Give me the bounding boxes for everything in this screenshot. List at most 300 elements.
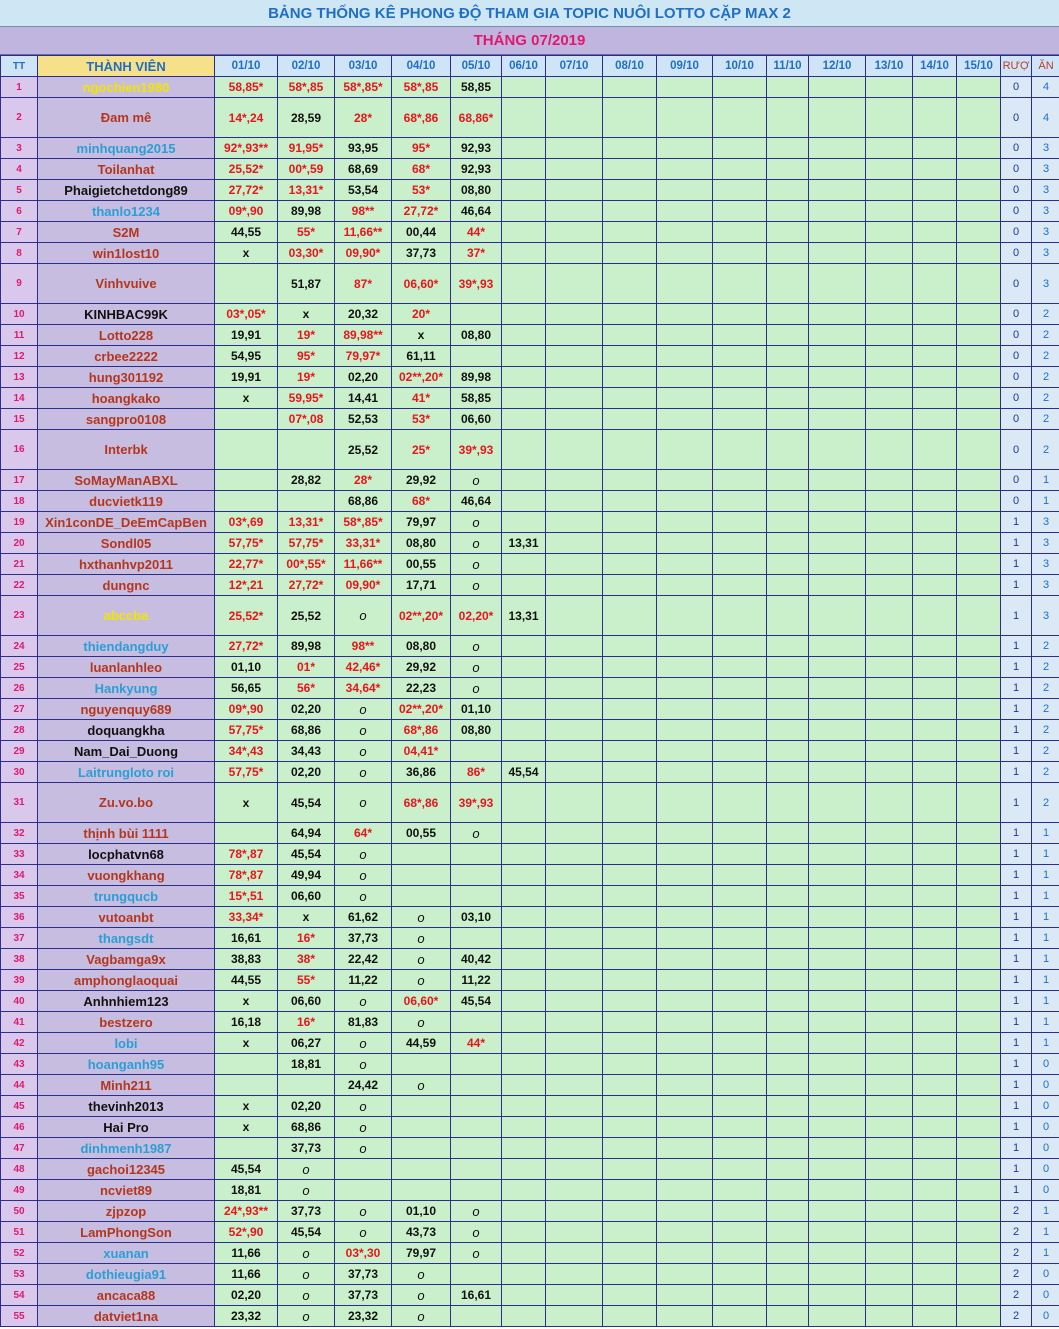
day-cell [866,1285,913,1306]
day-cell [913,844,957,865]
table-row [1,1222,1059,1243]
day-cell [657,409,713,430]
day-cell [546,844,603,865]
day-cell [866,1033,913,1054]
day-cell [215,1075,278,1096]
day-cell: 92,93 [451,159,502,180]
day-cell [957,533,1001,554]
row-number: 39 [1,970,38,991]
day-cell [502,636,546,657]
day-cell: 02**,20* [392,699,451,720]
member-name: trungqucb [38,886,215,907]
miss-count: 0 [1001,264,1032,304]
day-cell: 20* [392,304,451,325]
member-name: Hai Pro [38,1117,215,1138]
day-cell [713,304,767,325]
day-cell: 01,10 [392,1201,451,1222]
day-cell [767,243,809,264]
table-row [1,201,1059,222]
day-cell: 03,30* [278,243,335,264]
day-cell [713,430,767,470]
row-number: 7 [1,222,38,243]
day-cell [913,367,957,388]
day-cell [603,1159,657,1180]
day-cell [809,77,866,98]
day-cell [767,554,809,575]
day-cell [713,180,767,201]
day-cell [767,596,809,636]
day-cell: o [392,1264,451,1285]
day-cell [767,1180,809,1201]
day-cell: 68*,86 [392,783,451,823]
day-cell [603,823,657,844]
day-cell [657,1264,713,1285]
day-cell [502,907,546,928]
day-cell: 02,20 [278,762,335,783]
day-cell [957,1243,1001,1264]
day-cell [767,77,809,98]
day-cell [657,1012,713,1033]
day-cell [502,77,546,98]
day-cell: 44* [451,1033,502,1054]
day-cell [546,138,603,159]
member-name: doquangkha [38,720,215,741]
member-name: vuongkhang [38,865,215,886]
day-cell [809,264,866,304]
column-header: TT [1,56,38,77]
day-cell [957,1075,1001,1096]
day-cell [603,991,657,1012]
day-cell [767,678,809,699]
day-cell [546,325,603,346]
day-cell [546,1075,603,1096]
day-cell: o [392,1285,451,1306]
miss-count: 0 [1001,201,1032,222]
day-cell [657,243,713,264]
row-number: 46 [1,1117,38,1138]
day-cell [713,1222,767,1243]
win-count: 1 [1032,470,1059,491]
row-number: 29 [1,741,38,762]
day-cell: 44,55 [215,222,278,243]
day-cell [657,325,713,346]
day-cell: 46,64 [451,201,502,222]
table-row [1,1285,1059,1306]
day-cell [767,1201,809,1222]
day-cell [546,98,603,138]
day-cell [657,512,713,533]
row-number: 1 [1,77,38,98]
day-cell [913,907,957,928]
day-cell [657,470,713,491]
day-cell [657,1243,713,1264]
day-cell [502,388,546,409]
day-cell: 34*,43 [215,741,278,762]
table-row [1,77,1059,98]
day-cell: 68*,86 [392,720,451,741]
day-cell: 01* [278,657,335,678]
day-cell [866,741,913,762]
day-cell: 08,80 [392,533,451,554]
day-cell [957,222,1001,243]
day-cell [451,844,502,865]
day-cell [546,491,603,512]
member-name: Đam mê [38,98,215,138]
day-cell: o [335,844,392,865]
member-name: win1lost10 [38,243,215,264]
win-count: 3 [1032,596,1059,636]
day-cell [713,1159,767,1180]
day-cell [866,928,913,949]
day-cell: 27,72* [215,636,278,657]
miss-count: 0 [1001,98,1032,138]
day-cell [866,1201,913,1222]
day-cell [603,1285,657,1306]
day-cell [502,1222,546,1243]
win-count: 2 [1032,783,1059,823]
day-cell: 68* [392,491,451,512]
day-cell [546,699,603,720]
day-cell [913,491,957,512]
day-cell [913,1159,957,1180]
day-cell [335,1180,392,1201]
day-cell [913,1012,957,1033]
day-cell: o [451,554,502,575]
day-cell [502,325,546,346]
win-count: 2 [1032,657,1059,678]
table-row [1,1054,1059,1075]
miss-count: 1 [1001,1012,1032,1033]
day-cell [866,304,913,325]
row-number: 33 [1,844,38,865]
member-name: hoangkako [38,388,215,409]
day-cell: 06,27 [278,1033,335,1054]
day-cell: 39*,93 [451,783,502,823]
miss-count: 1 [1001,741,1032,762]
day-cell [809,678,866,699]
day-cell [957,907,1001,928]
miss-count: 1 [1001,949,1032,970]
day-cell: 36,86 [392,762,451,783]
day-cell [546,596,603,636]
miss-count: 1 [1001,907,1032,928]
day-cell [603,783,657,823]
day-cell: 98** [335,201,392,222]
day-cell [913,678,957,699]
day-cell: o [278,1159,335,1180]
day-cell [603,1243,657,1264]
win-count: 1 [1032,907,1059,928]
day-cell [957,325,1001,346]
day-cell [603,1033,657,1054]
table-row [1,970,1059,991]
day-cell [957,138,1001,159]
day-cell [603,1096,657,1117]
win-count: 0 [1032,1117,1059,1138]
table-row [1,1096,1059,1117]
day-cell [502,264,546,304]
day-cell: 17,71 [392,575,451,596]
day-cell [767,907,809,928]
day-cell [809,1117,866,1138]
table-row [1,304,1059,325]
column-header: 08/10 [603,56,657,77]
day-cell [713,970,767,991]
day-cell: o [335,1201,392,1222]
day-cell [913,596,957,636]
day-cell [767,409,809,430]
day-cell [603,201,657,222]
day-cell: 68,86 [278,720,335,741]
day-cell [866,865,913,886]
row-number: 43 [1,1054,38,1075]
member-name: nguyenquy689 [38,699,215,720]
win-count: 3 [1032,159,1059,180]
day-cell: 29,92 [392,470,451,491]
day-cell: 56,65 [215,678,278,699]
day-cell [809,470,866,491]
day-cell: 18,81 [278,1054,335,1075]
day-cell [957,1306,1001,1327]
day-cell: 11,66** [335,554,392,575]
day-cell [603,533,657,554]
miss-count: 1 [1001,865,1032,886]
day-cell [866,991,913,1012]
miss-count: 1 [1001,1117,1032,1138]
miss-count: 2 [1001,1264,1032,1285]
day-cell [866,907,913,928]
day-cell: o [278,1264,335,1285]
day-cell [546,823,603,844]
day-cell [957,1201,1001,1222]
day-cell [713,491,767,512]
day-cell [215,264,278,304]
day-cell [809,325,866,346]
day-cell [713,865,767,886]
day-cell [866,409,913,430]
day-cell: 16,61 [215,928,278,949]
row-number: 32 [1,823,38,844]
day-cell [866,470,913,491]
day-cell [546,907,603,928]
day-cell [866,138,913,159]
day-cell [767,470,809,491]
day-cell [809,865,866,886]
day-cell [502,1033,546,1054]
miss-count: 0 [1001,367,1032,388]
day-cell [809,201,866,222]
table-row [1,783,1059,823]
day-cell [957,409,1001,430]
day-cell [866,1243,913,1264]
day-cell [809,575,866,596]
win-count: 1 [1032,865,1059,886]
day-cell: o [278,1180,335,1201]
miss-count: 1 [1001,699,1032,720]
day-cell [809,512,866,533]
win-count: 3 [1032,575,1059,596]
day-cell: 06,60* [392,264,451,304]
miss-count: 0 [1001,159,1032,180]
miss-count: 1 [1001,1075,1032,1096]
row-number: 34 [1,865,38,886]
day-cell: 07*,08 [278,409,335,430]
row-number: 30 [1,762,38,783]
day-cell [713,1201,767,1222]
day-cell [767,325,809,346]
day-cell [603,470,657,491]
day-cell [603,1075,657,1096]
day-cell: 02,20 [215,1285,278,1306]
day-cell: x [215,1033,278,1054]
miss-count: 1 [1001,1096,1032,1117]
day-cell [392,844,451,865]
day-cell [713,325,767,346]
day-cell [913,1138,957,1159]
day-cell [657,159,713,180]
day-cell [866,720,913,741]
day-cell [913,222,957,243]
row-number: 15 [1,409,38,430]
day-cell: 28* [335,98,392,138]
miss-count: 0 [1001,180,1032,201]
miss-count: 0 [1001,243,1032,264]
day-cell: o [335,1096,392,1117]
day-cell [657,98,713,138]
day-cell [913,180,957,201]
day-cell [957,720,1001,741]
day-cell [657,180,713,201]
day-cell [866,636,913,657]
day-cell [502,1201,546,1222]
day-cell [502,823,546,844]
day-cell [502,346,546,367]
day-cell [913,970,957,991]
table-row [1,928,1059,949]
day-cell: 78*,87 [215,844,278,865]
day-cell [502,201,546,222]
day-cell [809,554,866,575]
member-name: hxthanhvp2011 [38,554,215,575]
day-cell [809,720,866,741]
day-cell: 45,54 [278,844,335,865]
win-count: 1 [1032,928,1059,949]
day-cell [657,1096,713,1117]
day-cell [957,304,1001,325]
day-cell [657,720,713,741]
day-cell [809,783,866,823]
day-cell: 13,31* [278,180,335,201]
day-cell [767,201,809,222]
day-cell [767,844,809,865]
day-cell [866,823,913,844]
day-cell: 79,97 [392,512,451,533]
miss-count: 1 [1001,1159,1032,1180]
day-cell [278,1075,335,1096]
day-cell: o [451,1201,502,1222]
day-cell [713,388,767,409]
day-cell [657,554,713,575]
day-cell [767,1012,809,1033]
day-cell: 91,95* [278,138,335,159]
day-cell [866,243,913,264]
day-cell: 25,52 [335,430,392,470]
table-row [1,159,1059,180]
day-cell: o [335,865,392,886]
table-row [1,991,1059,1012]
day-cell: 58*,85 [392,77,451,98]
day-cell [546,388,603,409]
day-cell [546,970,603,991]
day-cell: o [278,1285,335,1306]
day-cell [767,1054,809,1075]
day-cell: x [278,907,335,928]
day-cell [767,865,809,886]
win-count: 0 [1032,1180,1059,1201]
day-cell: 02,20* [451,596,502,636]
day-cell [502,222,546,243]
day-cell: 27,72* [215,180,278,201]
day-cell [546,1054,603,1075]
win-count: 2 [1032,304,1059,325]
win-count: 0 [1032,1054,1059,1075]
day-cell [767,180,809,201]
win-count: 2 [1032,762,1059,783]
day-cell [451,346,502,367]
day-cell [546,1159,603,1180]
day-cell: o [451,678,502,699]
day-cell [866,264,913,304]
table-row [1,512,1059,533]
day-cell [957,554,1001,575]
day-cell [603,636,657,657]
day-cell [809,657,866,678]
day-cell [657,762,713,783]
day-cell: 37,73 [278,1201,335,1222]
day-cell [866,1054,913,1075]
day-cell [809,1075,866,1096]
day-cell [546,77,603,98]
day-cell [603,264,657,304]
member-name: ncviet89 [38,1180,215,1201]
day-cell [657,222,713,243]
day-cell [713,201,767,222]
miss-count: 0 [1001,346,1032,367]
day-cell: 08,80 [392,636,451,657]
member-name: Vinhvuive [38,264,215,304]
day-cell [957,77,1001,98]
day-cell: o [278,1243,335,1264]
day-cell [603,1222,657,1243]
day-cell [451,741,502,762]
win-count: 1 [1032,949,1059,970]
row-number: 21 [1,554,38,575]
day-cell: 25,52* [215,596,278,636]
day-cell [502,575,546,596]
day-cell [546,1306,603,1327]
day-cell [957,180,1001,201]
day-cell: 14,41 [335,388,392,409]
day-cell [767,1243,809,1264]
day-cell [957,201,1001,222]
day-cell [767,991,809,1012]
win-count: 0 [1032,1306,1059,1327]
row-number: 14 [1,388,38,409]
table-row [1,222,1059,243]
day-cell [866,159,913,180]
day-cell: 25* [392,430,451,470]
member-name: ducvietk119 [38,491,215,512]
